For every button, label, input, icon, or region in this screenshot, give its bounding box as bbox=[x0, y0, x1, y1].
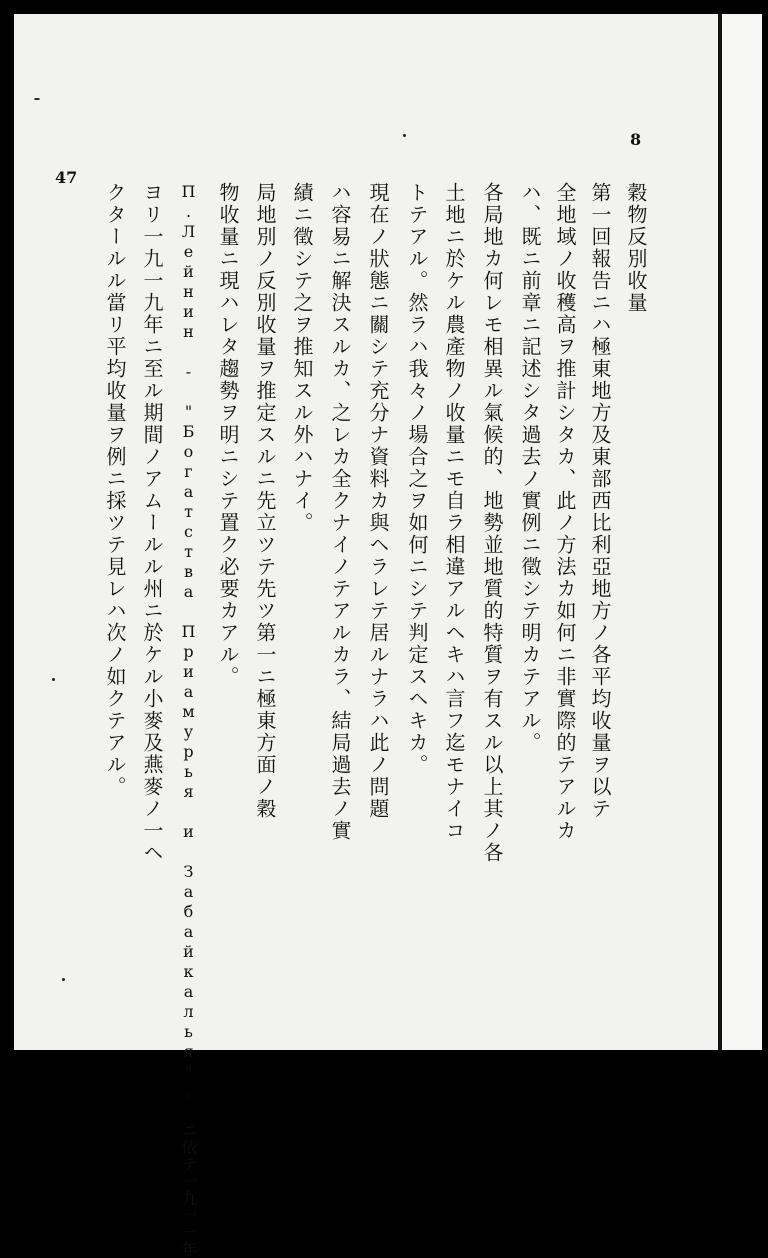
text-column: 全地域ノ收穫高ヲ推計シタカ、此ノ方法カ如何ニ非實際的テアルカ bbox=[553, 182, 577, 842]
text-column: ハ容易ニ解決スルカ、之レカ全クナイノテアルカラ、結局過去ノ實 bbox=[328, 182, 352, 842]
scan-speck bbox=[52, 678, 55, 681]
text-column: クタールル當リ平均收量ヲ例ニ採ツテ見レハ次ノ如クテアル。 bbox=[103, 182, 127, 798]
text-column: 第一回報告ニハ極東地方及東部西比利亞地方ノ各平均收量ヲ以テ bbox=[588, 182, 612, 820]
text-column: 土地ニ於ケル農產物ノ收量ニモ自ラ相違アルヘキハ言フ迄モナイコ bbox=[442, 182, 466, 842]
text-column: トテアル。然ラハ我々ノ場合之ヲ如何ニシテ判定スヘキカ。 bbox=[405, 182, 429, 776]
section-heading: 穀物反別收量 bbox=[624, 182, 648, 314]
scan-speck bbox=[34, 98, 40, 100]
adjacent-page-edge bbox=[718, 14, 762, 1050]
text-column: 物收量ニ現ハレタ趨勢ヲ明ニシテ置ク必要カアル。 bbox=[216, 182, 240, 688]
text-column: ハ、既ニ前章ニ記述シタ過去ノ實例ニ徵シテ明カテアル。 bbox=[518, 182, 542, 754]
margin-number: 47 bbox=[55, 168, 78, 187]
text-column: 各局地カ何レモ相異ル氣候的、地勢並地質的特質ヲ有スル以上其ノ各 bbox=[480, 182, 504, 864]
text-column: 績ニ徵シテ之ヲ推知スル外ハナイ。 bbox=[290, 182, 314, 534]
text-column: 現在ノ狀態ニ關シテ充分ナ資料カ與ヘラレテ居ルナラハ此ノ問題 bbox=[366, 182, 390, 820]
text-column: 局地別ノ反別收量ヲ推定スルニ先立ツテ先ツ第一ニ極東方面ノ穀 bbox=[253, 182, 277, 820]
scan-speck bbox=[403, 134, 406, 137]
scan-speck bbox=[62, 978, 65, 981]
page-number: 8 bbox=[630, 130, 642, 149]
text-column: ヨリ一九一九年ニ至ル期間ノアムールル州ニ於ケル小麥及燕麥ノ一ヘ bbox=[140, 182, 164, 864]
citation-column: П.Лейнин - "Богатства Приамурья и Забайкалья". ニ依テ一九一一年 bbox=[179, 182, 198, 1258]
